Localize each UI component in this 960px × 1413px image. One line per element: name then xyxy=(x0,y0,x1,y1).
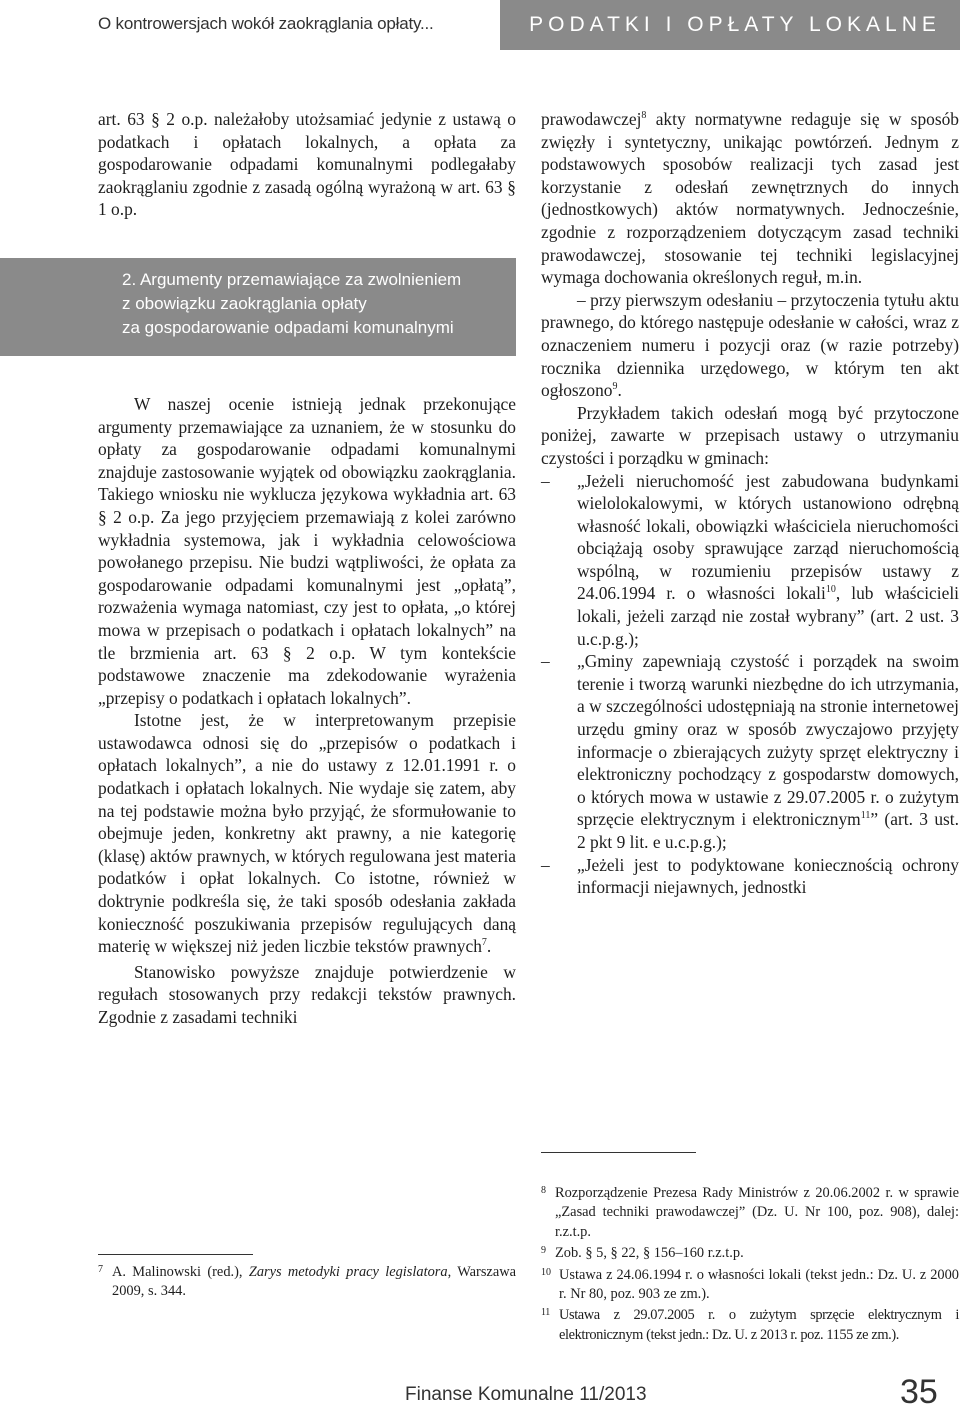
footnote-ref-9[interactable]: 9 xyxy=(612,381,618,393)
right-paragraph-2-a: – przy pierwszym odesłaniu – przytoczenia tytułu aktu prawnego, do którego następuje odesłanie w całości, wraz z oznaczeniem numeru i pozycji oraz (w razie potrzeby) rocznika dziennika urzędowego, w którym ten akt ogłoszono xyxy=(541,289,959,401)
right-paragraph-2-end: . xyxy=(617,380,622,401)
right-paragraph-1 xyxy=(541,108,959,289)
footnote-10 xyxy=(541,1266,959,1305)
footnote-number: 10 xyxy=(541,1266,551,1278)
footnote-text-post: , Warszawa 2009, s. 344. xyxy=(112,1264,516,1300)
section-heading-line-3: za gospodarowanie odpadami komunalnymi xyxy=(122,318,454,337)
dash-bullet: – xyxy=(541,854,550,875)
footnotes-right xyxy=(541,1184,959,1347)
footnote-number: 11 xyxy=(541,1307,550,1319)
footnote-ref-7[interactable]: 7 xyxy=(481,937,487,949)
running-title: O kontrowersjach wokół zaokrąglania opłaty... xyxy=(98,14,434,33)
footnote-text-pre: A. Malinowski (red.), xyxy=(112,1264,249,1280)
intro-paragraph: art. 63 § 2 o.p. należałoby utożsamiać jedynie z ustawą o podatkach i opłatach lokalnych, a opłata za gospodarowanie odpadami komunalnymi podlegałaby zaokrąglaniu zgodnie z zasadą ogólną wyrażoną w art. 63 § 1 o.p. xyxy=(98,109,516,220)
footnote-9 xyxy=(541,1244,959,1263)
quote-3: „Jeżeli jest to podyktowane koniecznością ochrony informacji niejawnych, jednostki xyxy=(577,854,959,898)
quote-2-b: ” (art. 3 ust. 2 pkt 9 lit. e u.c.p.g.); xyxy=(577,809,959,852)
quote-item-3 xyxy=(541,854,959,899)
footnote-11 xyxy=(541,1306,959,1345)
section-heading-line-1: 2. Argumenty przemawiające za zwolnieniem xyxy=(122,270,462,289)
body-paragraph-1: W naszej ocenie istnieją jednak przekonujące argumenty przemawiające za uznaniem, że w stosunku do opłaty za gospodarowanie odpadami komunalnymi znajduje zastosowanie wyjątek od obowiązku zaokrąglania. Takiego wniosku nie wyklucza językowa wykładnia art. 63 § 2 o.p. Za jego przyjęciem przemawiają z kolei zarówno wykładnia systemowa, jak i wykładnia celowościowa powołanego przepisu. Nie budzi wątpliwości, że opłata za gospodarowanie odpadami komunalnymi jest „opłatą”, rozważenia wymaga natomiast, czy jest to opłata, „o której mowa w przepisach o podatkach i opłatach lokalnych” na tle brzmienia art. 63 § 2 o.p. W tym kontekście podstawowe znaczenie ma zdekodowanie wyrażenia „przepisy o podatkach i opłatach lokalnych”. xyxy=(98,393,516,708)
footnote-ref-8[interactable]: 8 xyxy=(641,110,647,122)
footnotes-left xyxy=(98,1263,516,1304)
footnote-text: Zob. § 5, § 22, § 156–160 r.z.t.p. xyxy=(555,1245,744,1262)
footnote-divider-right xyxy=(541,1152,696,1153)
right-column xyxy=(541,108,959,899)
right-paragraph-3: Przykładem takich odesłań mogą być przytoczone poniżej, zawarte w przepisach ustawy o utrzymaniu czystości i porządku w gminach: xyxy=(541,402,959,468)
footnote-7 xyxy=(98,1263,516,1302)
section-label: PODATKI I OPŁATY LOKALNE xyxy=(500,0,960,50)
quote-1-b: , lub właścicieli lokali, jeżeli zarząd nie został wybrany” (art. 2 ust. 3 u.c.p.g.); xyxy=(577,583,959,649)
body-paragraph-2 xyxy=(98,709,516,958)
right-paragraph-1-a: prawodawczej xyxy=(541,109,642,129)
footnote-number: 8 xyxy=(541,1185,546,1196)
left-column xyxy=(98,108,516,1029)
body-paragraph-2-end: . xyxy=(486,936,492,957)
quote-item-1 xyxy=(541,470,959,651)
body-paragraph-3: Stanowisko powyższe znajduje potwierdzenie w regułach stosowanych przy redakcji tekstów prawnych. Zgodnie z zasadami techniki xyxy=(98,961,516,1027)
body-paragraph-2-text: Istotne jest, że w interpretowanym przepisie ustawodawca odnosi się do „przepisów o podatkach i opłatach lokalnych”, a nie do ustawy z 12.01.1991 r. o podatkach i opłatach lokalnych. Nie wydaje się zatem, aby na tej podstawie można było przyjąć, że sformułowanie to obejmuje jeden, konkretny akt prawny, a nie kategorię (klasę) aktów prawnych, w których regulowana jest materia podatków i opłat lokalnych. Co istotne, również w doktrynie podkreśla się, że taki sposób odesłania zakłada konieczność poszukiwania przepisów regulujących daną materię w większej niż jeden liczbie tekstów prawnych xyxy=(98,710,516,957)
section-heading-line-2: z obowiązku zaokrąglania opłaty xyxy=(122,294,367,313)
footnote-divider-left xyxy=(98,1254,253,1255)
dash-bullet: – xyxy=(541,470,550,491)
footnote-text: Ustawa z 29.07.2005 r. o zużytym sprzęcie elektrycznym i elektronicznym (tekst jedn.: Dz. U. z 2013 r. poz. 1155 ze zm.). xyxy=(559,1307,959,1343)
quote-1-a: „Jeżeli nieruchomość jest zabudowana budynkami wielolokalowymi, w których ustanowiono odrębną własność lokali, obowiązki właściciela nieruchomości obciążają osoby sprawujące zarząd nieruchomością wspólną, w rozumieniu przepisów ustawy z 24.06.1994 r. o własności lokali xyxy=(577,470,959,604)
footnote-text: Rozporządzenie Prezesa Rady Ministrów z 20.06.2002 r. w sprawie „Zasad techniki prawodawczej” (Dz. U. Nr 100, poz. 908), dalej: r.z.t.p. xyxy=(555,1185,959,1240)
section-heading xyxy=(0,258,516,356)
footnote-book-title: Zarys metodyki pracy legislatora xyxy=(248,1264,448,1280)
footnote-number: 7 xyxy=(98,1264,103,1275)
footnote-8 xyxy=(541,1184,959,1242)
quote-2-a: „Gminy zapewniają czystość i porządek na swoim terenie i tworzą warunki niezbędne do ich utrzymania, a w szczególności udostępniają na stronie internetowej urzędu gminy oraz w sposób zwyczajowo przyjęty informacje o zbierających zużyty sprzęt elektryczny i elektroniczny pochodzący z gospodarstw domowych, o których mowa w ustawie z 29.07.2005 r. o zużytym sprzęcie elektrycznym i elektronicznym xyxy=(577,651,959,830)
quote-item-2 xyxy=(541,650,959,853)
footnote-ref-10[interactable]: 10 xyxy=(825,584,836,596)
right-paragraph-2 xyxy=(541,289,959,402)
dash-bullet: – xyxy=(541,651,550,672)
footnote-number: 9 xyxy=(541,1245,546,1257)
footnote-text: Ustawa z 24.06.1994 r. o własności lokali (tekst jedn.: Dz. U. z 2000 r. Nr 80, poz. 903 ze zm.). xyxy=(559,1266,959,1303)
page-number: 35 xyxy=(900,1373,938,1411)
journal-name: Finanse Komunalne 11/2013 xyxy=(405,1384,647,1405)
footnote-ref-11[interactable]: 11 xyxy=(860,810,871,822)
right-paragraph-1-b: akty normatywne redaguje się w sposób zwięzły i syntetyczny, unikając powtórzeń. Jednym z podstawowych sposobów realizacji tych zasad jest korzystanie z odesłań zewnętrznych do innych (jednostkowych) aktów normatywnych. Jednocześnie, zgodnie z rozporządzeniem dotyczącym zasad techniki prawodawczej, stosowanie tej techniki legislacyjnej wymaga dochowania określonych reguł, m.in. xyxy=(541,109,959,288)
